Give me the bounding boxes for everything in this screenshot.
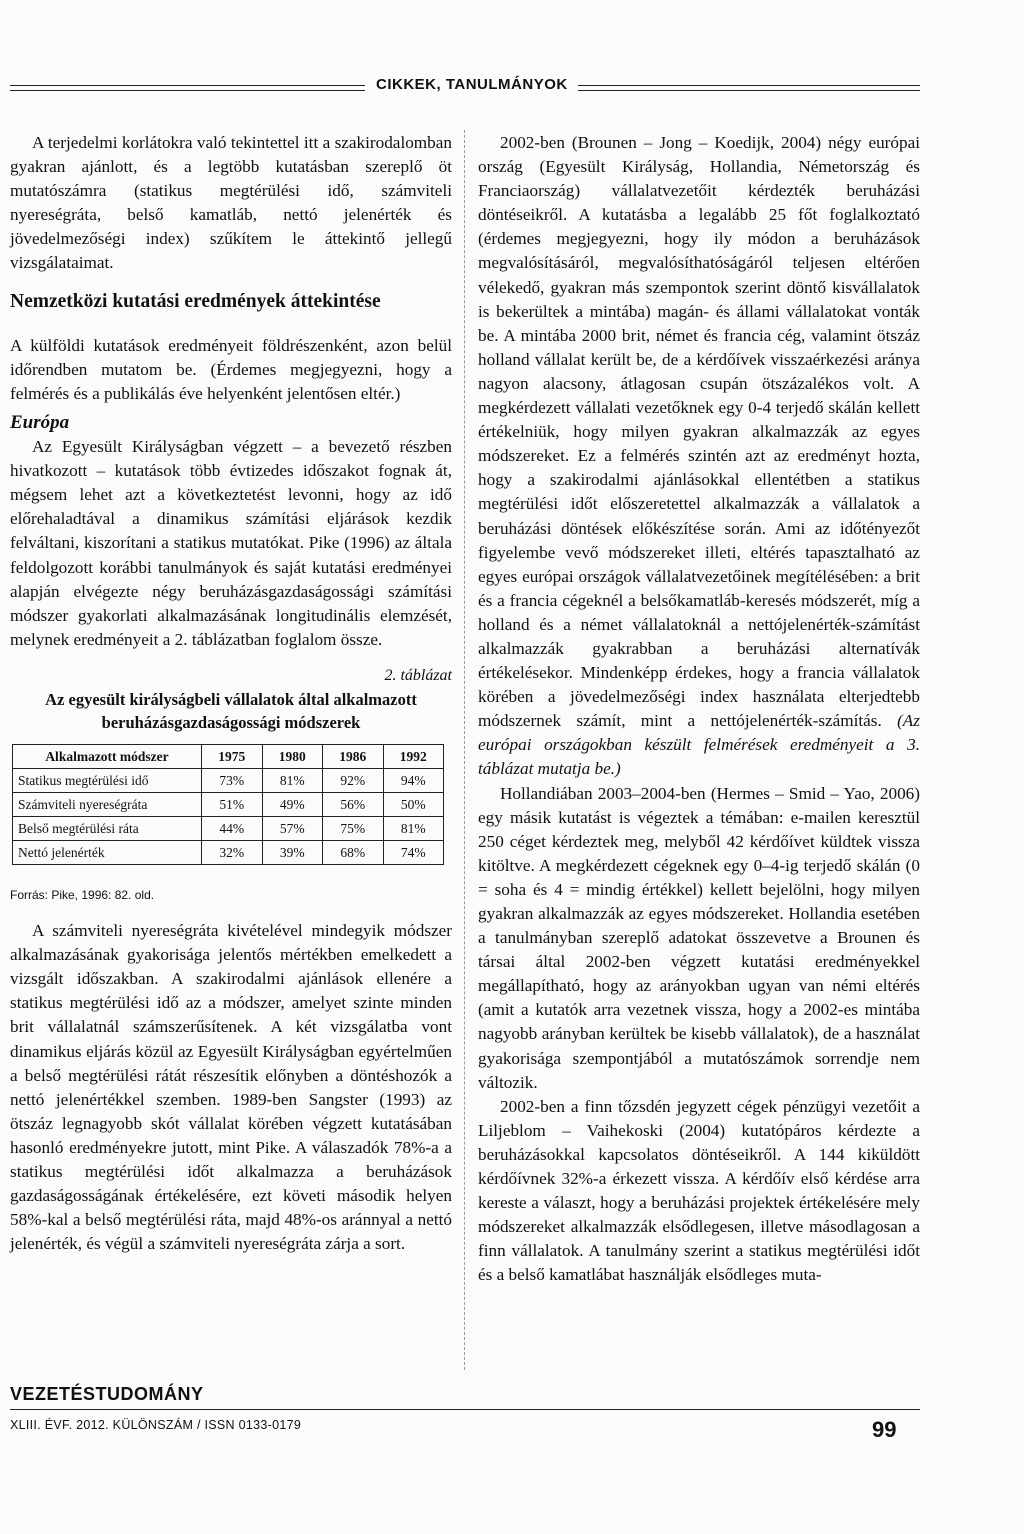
table-cell: 94% — [383, 768, 444, 792]
after-table-paragraph: A számviteli nyereségráta kivételével mindegyik módszer alkalmazásának gyakorisága jelentős mértékben emelkedett a vizsgált időszakban. A szakirodalmi ajánlások ellenére a statikus megtérülési idő az a módszer, amelyet szinte minden brit vállalatnál számszerűsítenek. A két vizsgálatba vont dinamikus eljárás közül az Egyesült Királyságban egyértelműen a belső megtérülési rátát részesítik előnyben a döntéshozók a nettó jelenértékkel szemben. 1989-ben Sangster (1993) az ötszáz legnagyobb skót vállalat körében végzett kutatásában hasonló eredményekre jutott, mint Pike. A válaszadók 78%-a a statikus megtérülési időt alkalmazza a beruházások gazdaságosságának értékelésére, ezt követi második helyen 58%-kal a belső megtérülési ráta, majd 48%-os aránnyal a nettó jelenérték, és végül a számviteli nyereségráta zárja a sort. — [10, 921, 452, 1254]
footer-rule — [10, 1409, 920, 1410]
table-cell: 73% — [202, 768, 263, 792]
subsection-heading: Európa — [10, 411, 70, 433]
issue-info: XLIII. ÉVF. 2012. KÜLÖNSZÁM / ISSN 0133-0179 — [10, 1418, 302, 1432]
table-cell: Belső megtérülési ráta — [13, 816, 202, 840]
table-header-row — [13, 744, 444, 768]
table-cell: Statikus megtérülési idő — [13, 768, 202, 792]
table-cell: 57% — [262, 816, 323, 840]
table-cell: Nettó jelenérték — [13, 840, 202, 864]
right-column — [478, 131, 920, 1288]
column-header: 1992 — [383, 744, 444, 768]
column-header: Alkalmazott módszer — [13, 744, 202, 768]
table-source: Forrás: Pike, 1996: 82. old. — [10, 887, 155, 902]
table3-reference: (Az európai országokban készült felmérések eredményeit a 3. táblázat mutatja be.) — [478, 711, 920, 779]
table-cell: 75% — [323, 816, 384, 840]
table-row — [13, 792, 444, 816]
table-cell: Számviteli nyereségráta — [13, 792, 202, 816]
running-header — [10, 76, 920, 102]
methods-table — [12, 744, 444, 865]
table-cell: 74% — [383, 840, 444, 864]
table-cell: 51% — [202, 792, 263, 816]
overview-paragraph: A külföldi kutatások eredményeit földrészenként, azon belül időrendben mutatom be. (Érdemes megjegyezni, hogy a felmérés és a publikálás éve helyenként jelentősen eltér.) — [10, 335, 452, 403]
table-cell: 68% — [323, 840, 384, 864]
finland-paragraph: 2002-ben a finn tőzsdén jegyzett cégek pénzügyi vezetőit a Liljeblom – Vaihekoski (2004) kutatópáros kérdezte a beruházásokkal kapcsolatos döntéseikről. A 144 kiküldött kérdőívnek 32%-a érkezett vissza. A kérdőív első kérdése arra kereste a választ, hogy a beruházási projektek értékelésére mely módszereket alkalmazzák elsődlegesen, illetve másodlagosan a finn vállalatok. A tanulmány szerint a statikus megtérülési időt és a belső kamatlábat használják elsődleges muta- — [478, 1096, 920, 1285]
table-cell: 56% — [323, 792, 384, 816]
column-header: 1975 — [202, 744, 263, 768]
section-heading: Nemzetközi kutatási eredmények áttekintése — [10, 290, 381, 312]
table-row — [13, 816, 444, 840]
section-title: CIKKEK, TANULMÁNYOK — [376, 76, 568, 93]
left-column — [10, 131, 452, 1256]
column-divider — [464, 130, 465, 1370]
table-cell: 81% — [262, 768, 323, 792]
header-rule-right — [578, 85, 920, 91]
table-cell: 92% — [323, 768, 384, 792]
table-row — [13, 768, 444, 792]
table-cell: 49% — [262, 792, 323, 816]
intro-paragraph: A terjedelmi korlátokra való tekintettel itt a szakirodalomban gyakran ajánlott, és a legtöbb kutatásban szereplő öt mutatószámra (statikus megtérülési idő, számviteli nyereségráta, belső kamatláb, nettó jelenérték és jövedelmezőségi index) szűkítem le áttekintő jellegű vizsgálataimat. — [10, 133, 452, 273]
table-cell: 50% — [383, 792, 444, 816]
brounen-text: 2002-ben (Brounen – Jong – Koedijk, 2004) négy európai ország (Egyesült Királyság, Hollandia, Németország és Franciaország) vállalatvezetőit kérdezték beruházási döntéseikről. A kutatásba a legalább 25 főt foglalkoztató (érdemes megjegyezni, hogy ily módon a beruházások megvalósításáról, megvalósíthatóságáról teljesen eltérően vélekedő, gyakran más szempontok szerint döntő kisvállalatok is bekerültek a mintába) magán- és állami vállalatokat vonták be. A mintába 2000 brit, német és francia cég, valamint ötszáz holland vállalat került be, de a kérdőívek visszaérkezési aránya nagyon alacsony, átlagosan csupán ötszázalékos volt. A megkérdezett vállalati vezetőknek egy 0-4 terjedő skálán kellett értékelniük, hogy milyen gyakran alkalmazzák az egyes módszereket. Ez a felmérés szintén azt az eredményt hozta, hogy a szakirodalmi ajánlásokkal ellentétben a statikus megtérülési időt előszeretettel alkalmazzák a vállalatok a beruházási döntések előkészítése során. Ami az időtényezőt figyelembe vevő módszereket illeti, eltérés tapasztalható az egyes európai országok vállalatvezetőinek megítélésében: a brit és a francia cégeknél a belsőkamatláb-keresés módszerét, míg a holland és a német vállalatoknál a nettójelenérték-számítást alkalmazzák gyakrabban a beruházási alternatívák értékelésekor. Mindenképp érdekes, hogy a francia vállalatok körében a jövedelmezőségi index használata elterjedtebb módszernek számít, mint a nettójelenérték-számítás. — [478, 133, 920, 731]
table-cell: 81% — [383, 816, 444, 840]
table-row — [13, 840, 444, 864]
table-cell: 39% — [262, 840, 323, 864]
column-header: 1980 — [262, 744, 323, 768]
page-number: 99 — [872, 1417, 897, 1442]
table-caption: Az egyesült királyságbeli vállalatok által alkalmazott beruházásgazdaságossági módszerek — [45, 689, 417, 732]
header-rule-left — [10, 85, 365, 91]
table-cell: 44% — [202, 816, 263, 840]
column-header: 1986 — [323, 744, 384, 768]
netherlands-paragraph: Hollandiában 2003–2004-ben (Hermes – Smid – Yao, 2006) egy másik kutatást is végeztek a témában: e-mailen keresztül 250 céget kérdeztek meg, melyből 42 kérdőívet küldtek vissza kitöltve. A megkérdezett cégeknek egy 0–4-ig terjedő skálán (0 = soha és 4 = mindig értékkel) kellett bejelölni, hogy milyen gyakran alkalmazzák az egyes módszereket. Hollandia esetében a tanulmányban szereplő adatokat összevetve a Brounen és társai által 2002-ben végzett kutatási eredményekkel megállapítható, hogy az arányokban ugyan van némi eltérés (amit a kutatók arra vezetnek vissza, hogy a 2002-es mintába nagyobb arányban kerültek be kisebb vállalatok), de a használat gyakorisága szempontjából a mutatószámok sorrendje nem változik. — [478, 783, 920, 1092]
table-label: 2. táblázat — [384, 666, 452, 684]
journal-name: VEZETÉSTUDOMÁNY — [10, 1384, 204, 1404]
europe-paragraph: Az Egyesült Királyságban végzett – a bevezető részben hivatkozott – kutatások több évtizedes időszakot fognak át, mégsem lehet azt a következtetést levonni, hogy az idő előrehaladtával a dinamikus számítási eljárások kezdik felváltani, kiszorítani a statikus mutatókat. Pike (1996) az általa feldolgozott korábbi tanulmányok és saját kutatási eredményei alapján elvégezte négy beruházásgazdaságossági számítási módszer gyakorlati alkalmazásának longitudinális elemzését, melynek eredményeit a 2. táblázatban foglalom össze. — [10, 437, 452, 649]
brounen-paragraph — [478, 131, 920, 782]
table-cell: 32% — [202, 840, 263, 864]
